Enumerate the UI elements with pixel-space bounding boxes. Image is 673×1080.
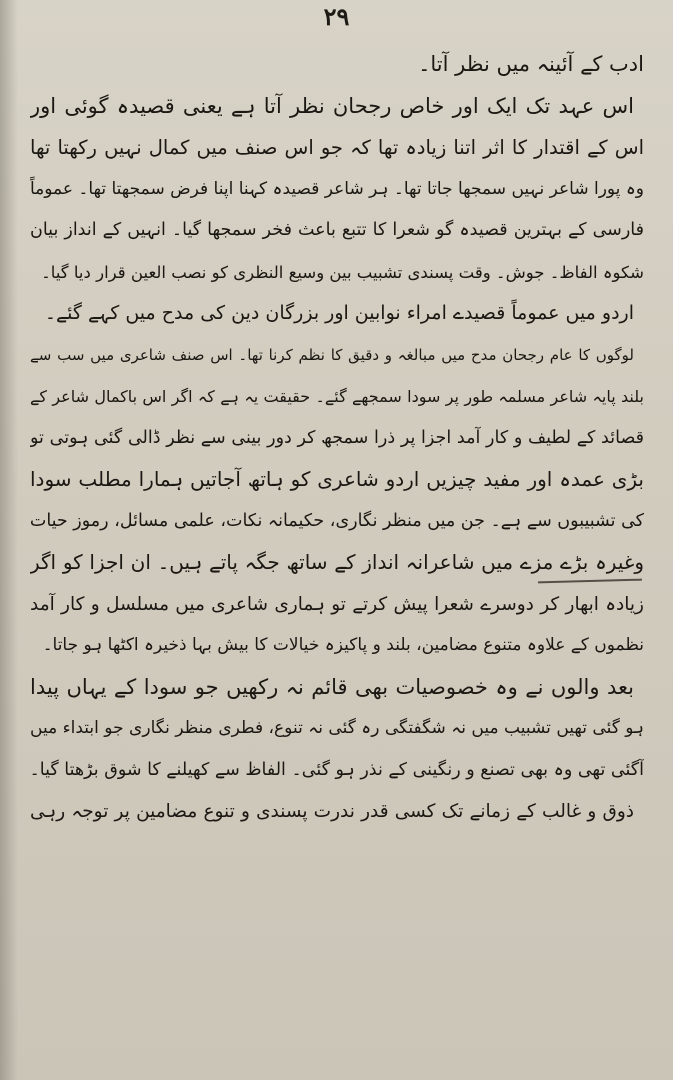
text-line: اس عہد تک ایک اور خاص رجحان نظر آتا ہے یعنی قصیدہ گوئی اور: [30, 93, 634, 118]
text-line: فارسی کے بہترین قصیدہ گو شعرا کا تتبع باعث فخر سمجھا گیا۔ انہیں کے انداز بیان: [30, 220, 644, 240]
text-line: اردو میں عموماً قصیدے امراء نوابین اور بزرگان دین کی مدح میں کہے گئے۔: [44, 302, 634, 324]
text-line: اس کے اقتدار کا اثر اتنا زیادہ تھا کہ جو اس صنف میں کمال نہیں رکھتا تھا: [30, 136, 644, 159]
text-line: وغیرہ بڑے مزے میں شاعرانہ انداز کے ساتھ جگہ پاتے ہیں۔ ان اجزا کو اگر: [30, 550, 644, 574]
page-number: ۲۹: [323, 2, 350, 31]
spine-shadow: [0, 0, 18, 1080]
text-line: شکوہ الفاظ۔ جوش۔ وقت پسندی تشبیب بین وسیع النظری کو نصب العین قرار دیا گیا۔: [41, 262, 644, 282]
text-line: کی تشبیبوں سے ہے۔ جن میں منظر نگاری، حکیمانہ نکات، علمی مسائل، رموز حیات: [30, 510, 644, 531]
text-line: قصائد کے لطیف و کار آمد اجزا پر ذرا سمجھ کر دور بینی سے نظر ڈالی گئی ہوتی تو: [30, 427, 644, 448]
text-line: آگئی تھی وہ بھی تصنع و رنگینی کے نذر ہو گئی۔ الفاظ سے کھیلنے کا شوق بڑھتا گیا۔: [30, 759, 644, 780]
text-line: ذوق و غالب کے زمانے تک کسی قدر ندرت پسندی و تنوع مضامین پر توجہ رہی: [30, 801, 634, 822]
text-line: زیادہ ابھار کر دوسرے شعرا پیش کرتے تو ہماری شاعری میں مسلسل و کار آمد: [30, 593, 644, 615]
text-line: بڑی عمدہ اور مفید چیزیں اردو شاعری کو ہاتھ آجاتیں ہمارا مطلب سودا: [30, 467, 644, 491]
text-line: نظموں کے علاوہ متنوع مضامین، بلند و پاکیزہ خیالات کا بیش بہا ذخیرہ اکٹھا ہو جاتا۔: [42, 635, 644, 655]
urdu-text-body: [30, 44, 644, 833]
text-line: ادب کے آئینہ میں نظر آتا۔: [418, 52, 644, 76]
text-line: ہو گئی تھیں تشبیب میں نہ شگفتگی رہ گئی نہ تنوع، فطری منظر نگاری جو ابتداء میں: [30, 718, 644, 738]
text-line: وہ پورا شاعر نہیں سمجھا جاتا تھا۔ ہر شاعر قصیدہ کہنا اپنا فرض سمجھتا تھا۔ عموماً: [30, 178, 644, 199]
text-line: بلند پایہ شاعر مسلمہ طور پر سودا سمجھے گئے۔ حقیقت یہ ہے کہ اگر اس باکمال شاعر کے: [30, 387, 644, 406]
text-line: لوگوں کا عام رجحان مدح میں مبالغہ و دقیق کا نظم کرنا تھا۔ اس صنف شاعری میں سب سے: [30, 345, 634, 364]
text-line: بعد والوں نے وہ خصوصیات بھی قائم نہ رکھیں جو سودا کے یہاں پیدا: [30, 674, 634, 699]
